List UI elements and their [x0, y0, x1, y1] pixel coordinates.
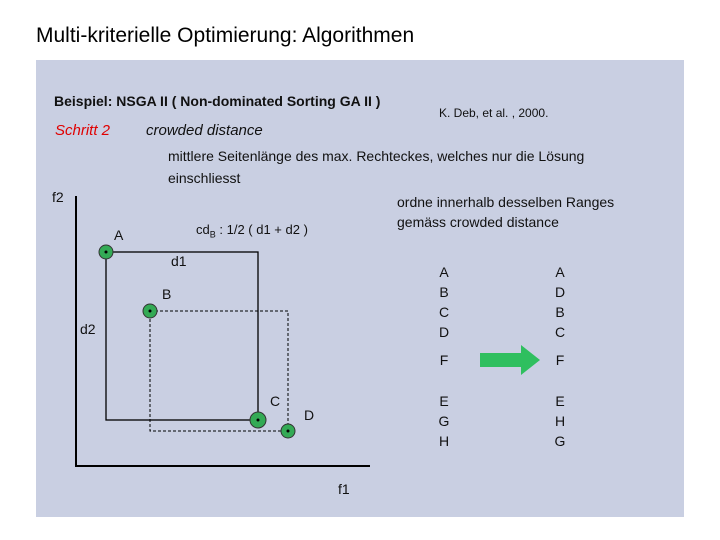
list-item: G — [554, 433, 566, 449]
d2-label: d2 — [80, 321, 96, 337]
cuboid-rectangle — [106, 252, 258, 420]
crowded-distance-description: mittlere Seitenlänge des max. Rechteckes, welches nur die Lösung einschliesst — [168, 148, 585, 186]
reorder-arrow-icon — [480, 345, 540, 375]
list-item: G — [438, 413, 450, 429]
example-heading: Beispiel: NSGA II ( Non-dominated Sorting GA II ) — [54, 93, 381, 109]
list-item: B — [555, 304, 565, 320]
list-item: E — [439, 393, 449, 409]
page-title: Multi-kriterielle Optimierung: Algorithmen — [36, 24, 415, 47]
list-item: C — [554, 324, 566, 340]
list-item: E — [555, 393, 565, 409]
point-d-label: D — [304, 407, 315, 423]
list-item: F — [439, 352, 449, 368]
after-rank2-list — [550, 350, 570, 370]
ordering-instruction: ordne innerhalb desselben Ranges gemäss crowded distance — [397, 194, 615, 230]
point-c-label: C — [270, 393, 281, 409]
list-item: D — [438, 324, 450, 340]
citation: K. Deb, et al. , 2000. — [439, 106, 549, 120]
list-item: C — [438, 304, 450, 320]
before-rank3-list — [434, 391, 454, 451]
list-item: A — [555, 264, 565, 280]
x-axis-label: f1 — [338, 481, 350, 497]
before-rank1-list — [434, 262, 454, 342]
list-item: A — [439, 264, 449, 280]
list-item: B — [439, 284, 449, 300]
dotted-rectangle — [150, 311, 288, 431]
y-axis-label: f2 — [52, 189, 64, 205]
after-rank1-list — [550, 262, 570, 342]
list-item: H — [554, 413, 566, 429]
step-label: Schritt 2 — [55, 122, 111, 139]
crowded-distance-title: crowded distance — [146, 122, 263, 139]
list-item: F — [555, 352, 565, 368]
point-a-label: A — [114, 227, 124, 243]
after-rank3-list — [550, 391, 570, 451]
d1-label: d1 — [171, 253, 187, 269]
point-b-label: B — [162, 286, 172, 302]
before-rank2-list — [434, 350, 454, 370]
list-item: H — [438, 433, 450, 449]
crowded-distance-formula: $cd_B$ : 1/2 ( d1 + d2 ) — [196, 222, 308, 240]
list-item: D — [554, 284, 566, 300]
